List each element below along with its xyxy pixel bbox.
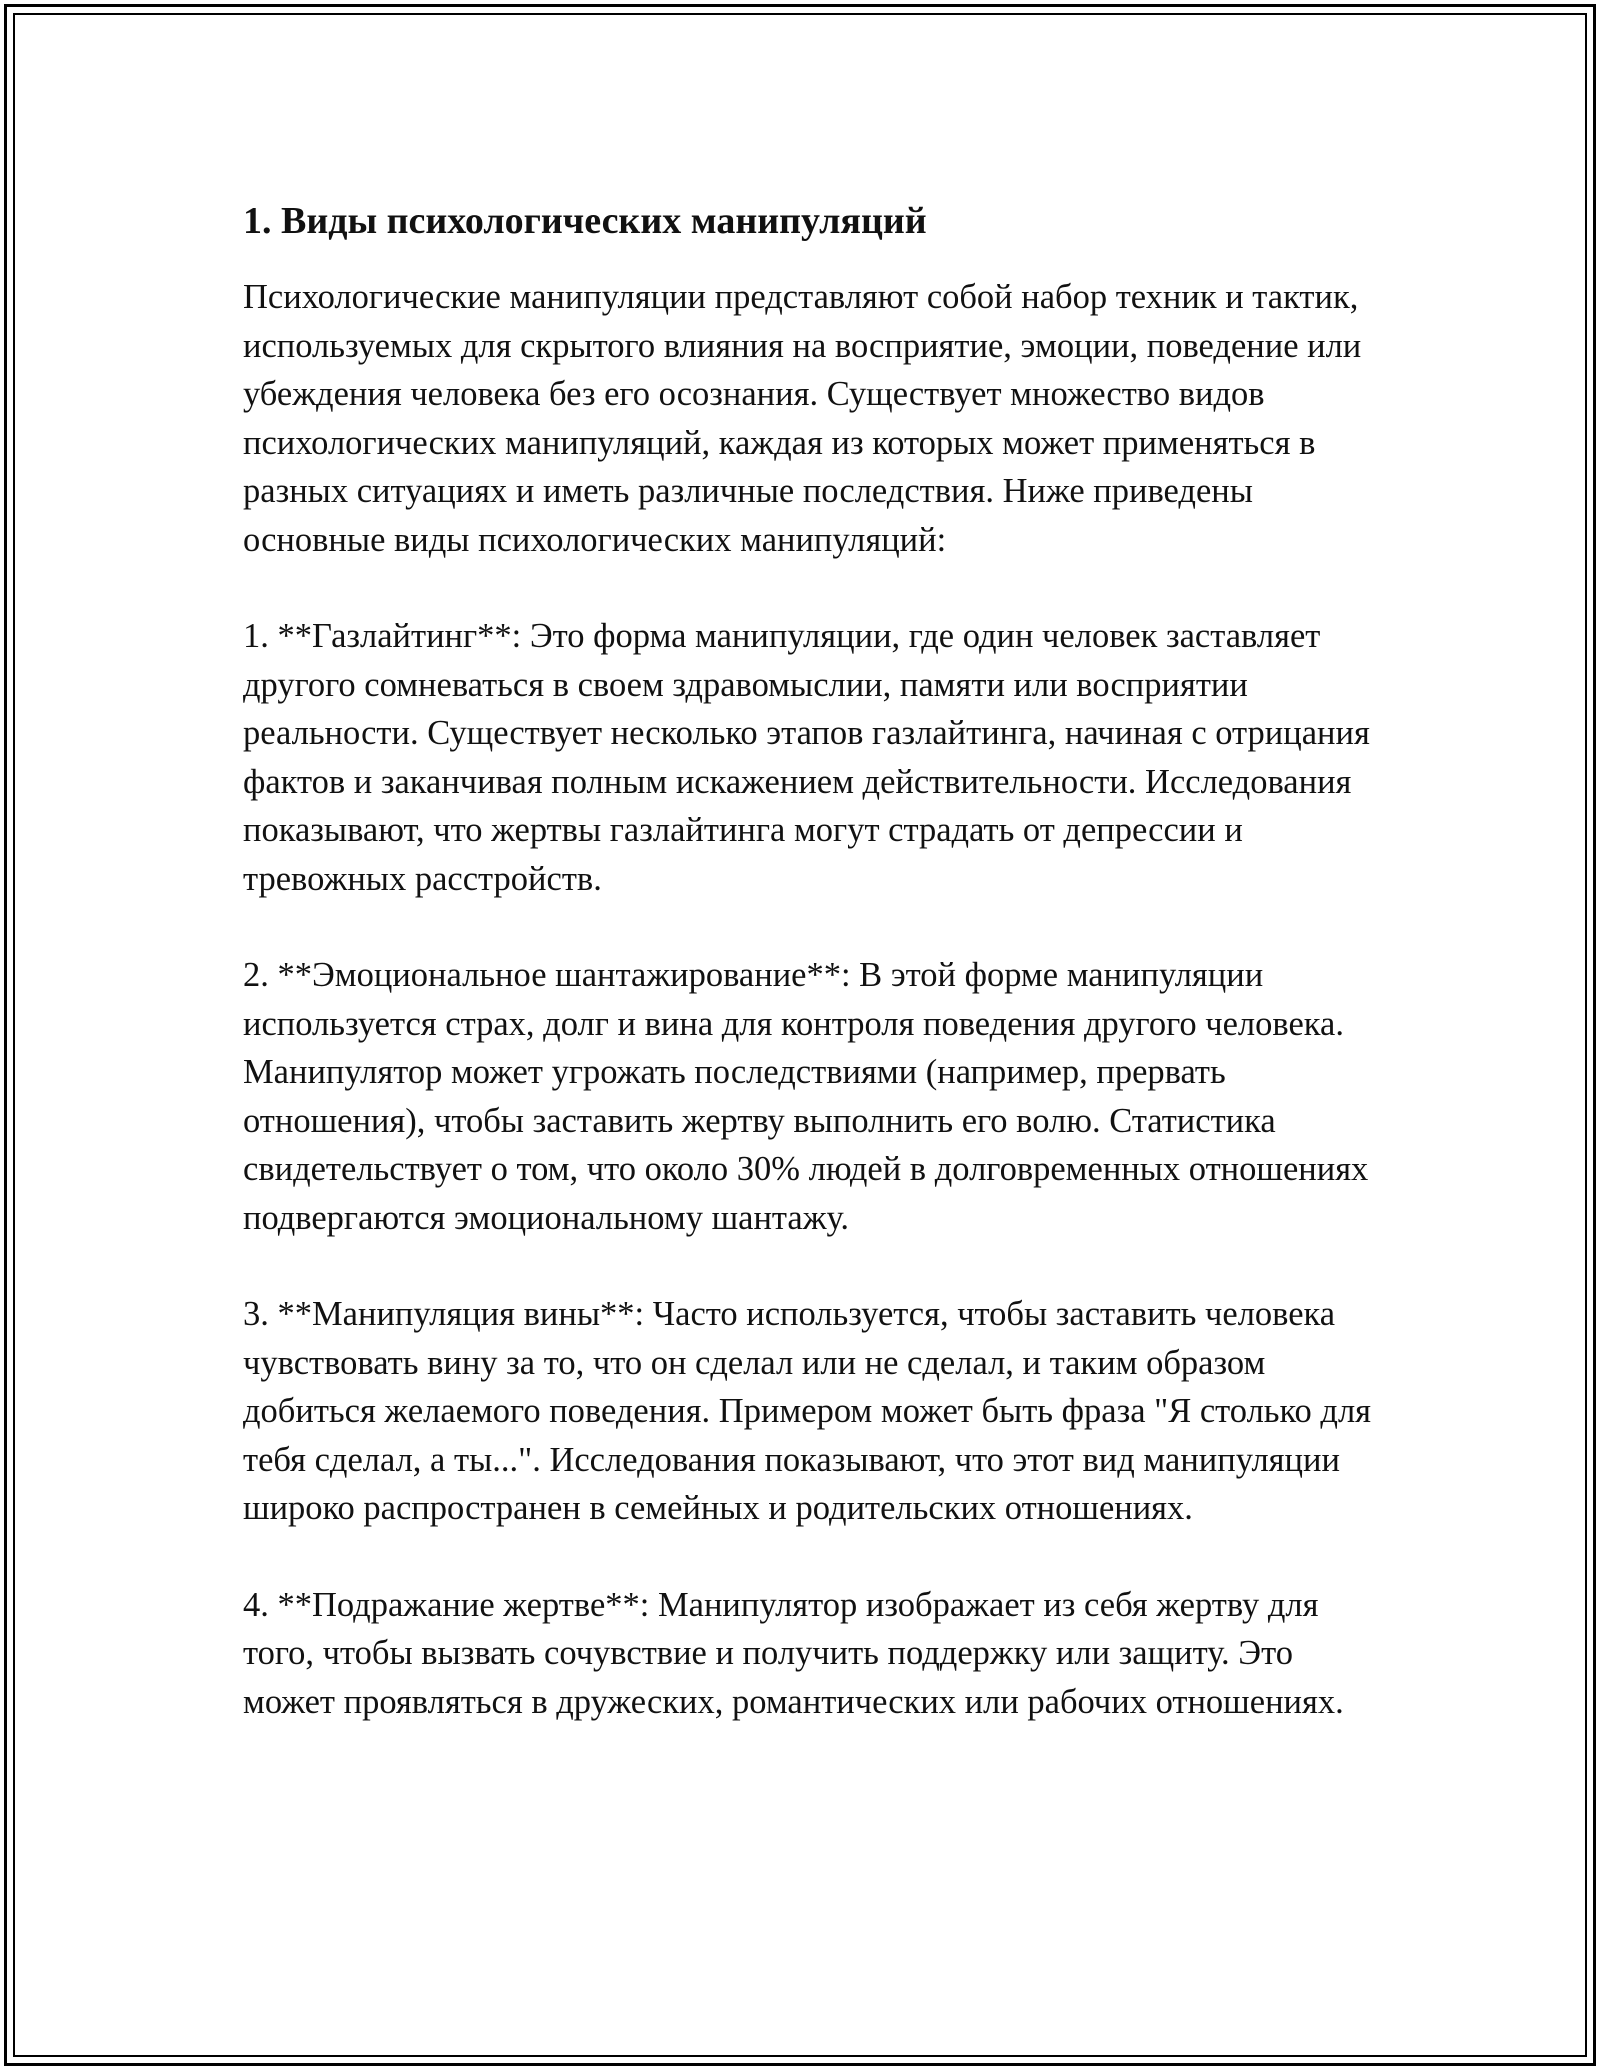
document-content: [243, 195, 1383, 1726]
page-frame: [4, 4, 1596, 2066]
list-item-emotional-blackmail: 2. **Эмоциональное шантажирование**: В этой форме манипуляции используется страх, долг и вина для контроля поведения другого человека. Манипулятор может угрожать последствиями (например, прервать отношения), чтобы заставить жертву выполнить его волю. Статистика свидетельствует о том, что около 30% людей в долговременных отношениях подвергаются эмоциональному шантажу.: [243, 956, 1369, 1237]
list-item-gaslighting: 1. **Газлайтинг**: Это форма манипуляции, где один человек заставляет другого сомневаться в своем здравомыслии, памяти или восприятии реальности. Существует несколько этапов газлайтинга, начиная с отрицания фактов и заканчивая полным искажением действительности. Исследования показывают, что жертвы газлайтинга могут страдать от депрессии и тревожных расстройств.: [243, 617, 1370, 898]
list-item-guilt-manipulation: 3. **Манипуляция вины**: Часто используется, чтобы заставить человека чувствовать вину за то, что он сделал или не сделал, и таким образом добиться желаемого поведения. Примером может быть фраза "Я столько для тебя сделал, а ты...". Исследования показывают, что этот вид манипуляции широко распространен в семейных и родительских отношениях.: [243, 1295, 1372, 1527]
list-item-playing-victim: 4. **Подражание жертве**: Манипулятор изображает из себя жертву для того, чтобы вызвать сочувствие и получить поддержку или защиту. Это может проявляться в дружеских, романтических или рабочих отношениях.: [243, 1585, 1344, 1721]
section-heading: 1. Виды психологических манипуляций: [243, 200, 927, 242]
intro-paragraph: Психологические манипуляции представляют собой набор техник и тактик, используемых для скрытого влияния на восприятие, эмоции, поведение или убеждения человека без его осознания. Существует множество видов психологических манипуляций, каждая из которых может применяться в разных ситуациях и иметь различные последствия. Ниже приведены основные виды психологических манипуляций:: [243, 278, 1362, 559]
